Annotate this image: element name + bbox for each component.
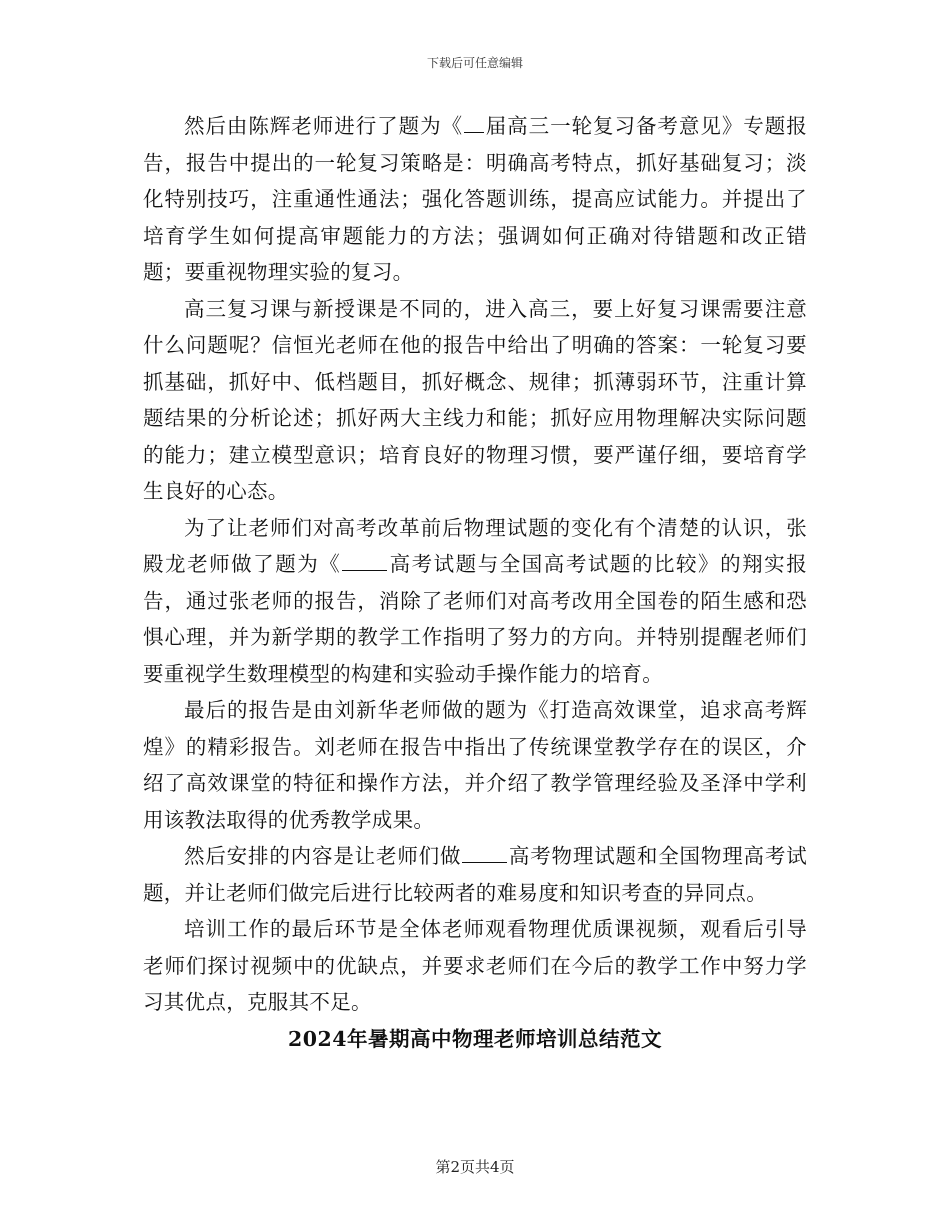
paragraph-3-part-1: 为了让老师们对高考改革前后物理试题的变化有个清楚的认识，张殿龙老师做了题为《: [143, 515, 807, 576]
paragraph-5-part-2: 高考物理试题和全国物理高考试题，并让老师们做完后进行比较两者的难易度和知识考查的异同点。: [143, 844, 807, 905]
document-title: 2024年暑期高中物理老师培训总结范文: [287, 1026, 663, 1051]
paragraph-5-part-1: 然后安排的内容是让老师们做: [184, 844, 462, 868]
document-body: [143, 108, 807, 1057]
fill-in-blank: [464, 112, 484, 134]
fill-in-blank: [342, 550, 387, 572]
paragraph-4: 最后的报告是由刘新华老师做的题为《打造高效课堂，追求高考辉煌》的精彩报告。刘老师在报告中指出了传统课堂教学存在的误区，介绍了高效课堂的特征和操作方法，并介绍了教学管理经验及圣泽中学利用该教法取得的优秀教学成果。: [143, 698, 807, 832]
paragraph-3-part-2: 高考试题与全国高考试题的比较》的翔实报告，通过张老师的报告，消除了老师们对高考改用全国卷的陌生感和恐惧心理，并为新学期的教学工作指明了努力的方向。并特别提醒老师们要重视学生数理模型的构建和实验动手操作能力的培育。: [143, 552, 808, 686]
paragraph-2: 高三复习课与新授课是不同的，进入高三，要上好复习课需要注意什么问题呢？信恒光老师在他的报告中给出了明确的答案：一轮复习要抓基础，抓好中、低档题目，抓好概念、规律；抓薄弱环节，注重计算题结果的分析论述；抓好两大主线力和能；抓好应用物理解决实际问题的能力；建立模型意识；培育良好的物理习惯，要严谨仔细，要培育学生良好的心态。: [143, 296, 807, 503]
header-note: 下载后可任意编辑: [426, 56, 523, 70]
paragraph-5: [143, 838, 807, 911]
page-number: 第2页共4页: [435, 1158, 515, 1176]
paragraph-1: [143, 108, 807, 291]
paragraph-6: 培训工作的最后环节是全体老师观看物理优质课视频，观看后引导老师们探讨视频中的优缺点，并要求老师们在今后的教学工作中努力学习其优点，克服其不足。: [143, 917, 807, 1014]
fill-in-blank: [462, 842, 507, 864]
paragraph-1-part-2: 届高三一轮复习备考意见》专题报告，报告中提出的一轮复习策略是：明确高考特点，抓好基础复习；淡化特别技巧，注重通性通法；强化答题训练，提高应试能力。并提出了培育学生如何提高审题能力的方法；强调如何正确对待错题和改正错题；要重视物理实验的复习。: [143, 114, 808, 284]
paragraph-3: [143, 510, 807, 693]
paragraph-1-part-1: 然后由陈辉老师进行了题为《: [184, 114, 464, 138]
